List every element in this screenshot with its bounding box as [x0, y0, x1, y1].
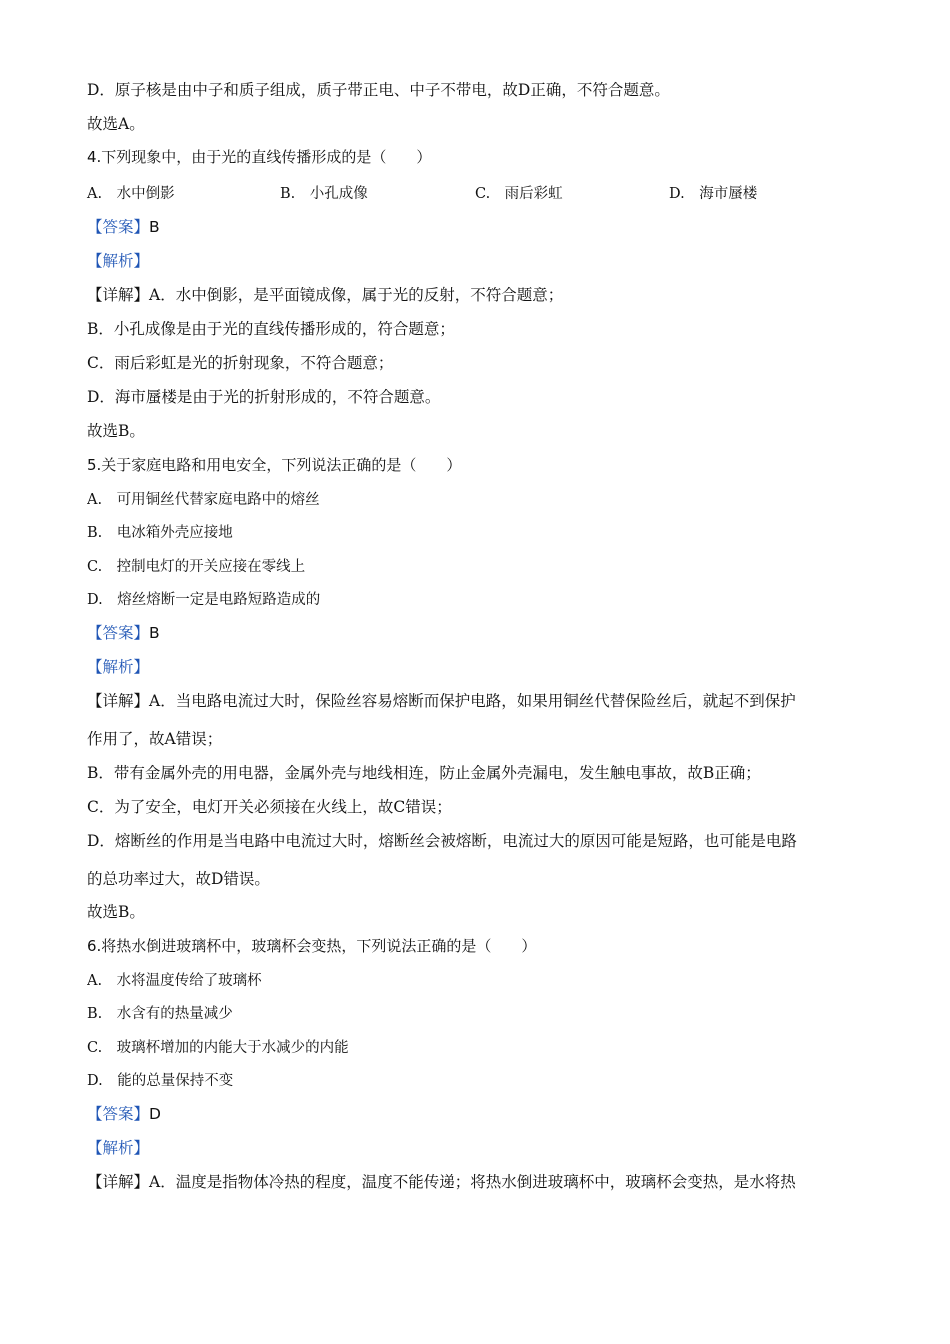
option-b: B. 小孔成像: [280, 186, 368, 202]
answer-line: [87, 619, 877, 647]
answer-value: B: [149, 624, 160, 642]
question-4-stem: 4.下列现象中，由于光的直线传播形成的是（ ）: [87, 148, 432, 166]
question-4-options: [87, 180, 877, 208]
text-line: C．雨后彩虹是光的折射现象，不符合题意；: [87, 354, 394, 372]
text-line: 故选B。: [87, 422, 145, 440]
detail-line: [87, 687, 877, 715]
option-a: A. 水将温度传给了玻璃杯: [87, 973, 262, 989]
text-line: C．为了安全，电灯开关必须接在火线上，故C错误；: [87, 798, 452, 816]
answer-line: [87, 1100, 877, 1128]
option-c: C. 雨后彩虹: [475, 186, 563, 202]
text-line: B．带有金属外壳的用电器，金属外壳与地线相连，防止金属外壳漏电，发生触电事故，故B正确；: [87, 764, 761, 782]
text-line: 故选A。: [87, 115, 145, 133]
analysis-tag: 【解析】: [87, 658, 150, 676]
question-5-stem: 5.关于家庭电路和用电安全，下列说法正确的是（ ）: [87, 456, 462, 474]
text-line: D．原子核是由中子和质子组成，质子带正电、中子不带电，故D正确，不符合题意。: [87, 81, 670, 99]
detail-text: A．当电路电流过大时，保险丝容易熔断而保护电路，如果用铜丝代替保险丝后，就起不到保护: [149, 692, 796, 710]
analysis-line: [87, 1134, 877, 1162]
detail-line: [87, 1168, 877, 1196]
answer-tag: 【答案】: [87, 218, 150, 236]
option-c: C. 控制电灯的开关应接在零线上: [87, 559, 306, 575]
option-a: A. 水中倒影: [87, 186, 175, 202]
text-line: D．熔断丝的作用是当电路中电流过大时，熔断丝会被熔断，电流过大的原因可能是短路，也可能是电路: [87, 832, 797, 850]
option-c: C. 玻璃杯增加的内能大于水减少的内能: [87, 1040, 349, 1056]
option-d: D. 熔丝熔断一定是电路短路造成的: [87, 592, 321, 608]
option-b: B. 水含有的热量减少: [87, 1006, 233, 1022]
analysis-tag: 【解析】: [87, 252, 150, 270]
question-6-stem: 6.将热水倒进玻璃杯中，玻璃杯会变热，下列说法正确的是（ ）: [87, 937, 537, 955]
analysis-line: [87, 247, 877, 275]
option-b: B. 电冰箱外壳应接地: [87, 525, 233, 541]
option-d: D. 能的总量保持不变: [87, 1073, 234, 1089]
detail-line: [87, 281, 877, 309]
detail-text: A．水中倒影，是平面镜成像，属于光的反射，不符合题意；: [149, 286, 564, 304]
answer-value: B: [149, 218, 160, 236]
option-a: A. 可用铜丝代替家庭电路中的熔丝: [87, 492, 320, 508]
text-line: 作用了，故A错误；: [87, 730, 223, 748]
text-line: D．海市蜃楼是由于光的折射形成的，不符合题意。: [87, 388, 441, 406]
text-line: 的总功率过大，故D错误。: [87, 870, 270, 888]
analysis-tag: 【解析】: [87, 1139, 150, 1157]
answer-tag: 【答案】: [87, 624, 150, 642]
detail-tag: 【详解】: [87, 286, 150, 304]
answer-line: [87, 213, 877, 241]
text-line: 故选B。: [87, 903, 145, 921]
text-line: B．小孔成像是由于光的直线传播形成的，符合题意；: [87, 320, 455, 338]
option-d: D. 海市蜃楼: [669, 186, 758, 202]
analysis-line: [87, 653, 877, 681]
answer-tag: 【答案】: [87, 1105, 150, 1123]
detail-tag: 【详解】: [87, 692, 150, 710]
detail-tag: 【详解】: [87, 1173, 150, 1191]
detail-text: A．温度是指物体冷热的程度，温度不能传递；将热水倒进玻璃杯中，玻璃杯会变热，是水将热: [149, 1173, 796, 1191]
answer-value: D: [149, 1105, 161, 1123]
